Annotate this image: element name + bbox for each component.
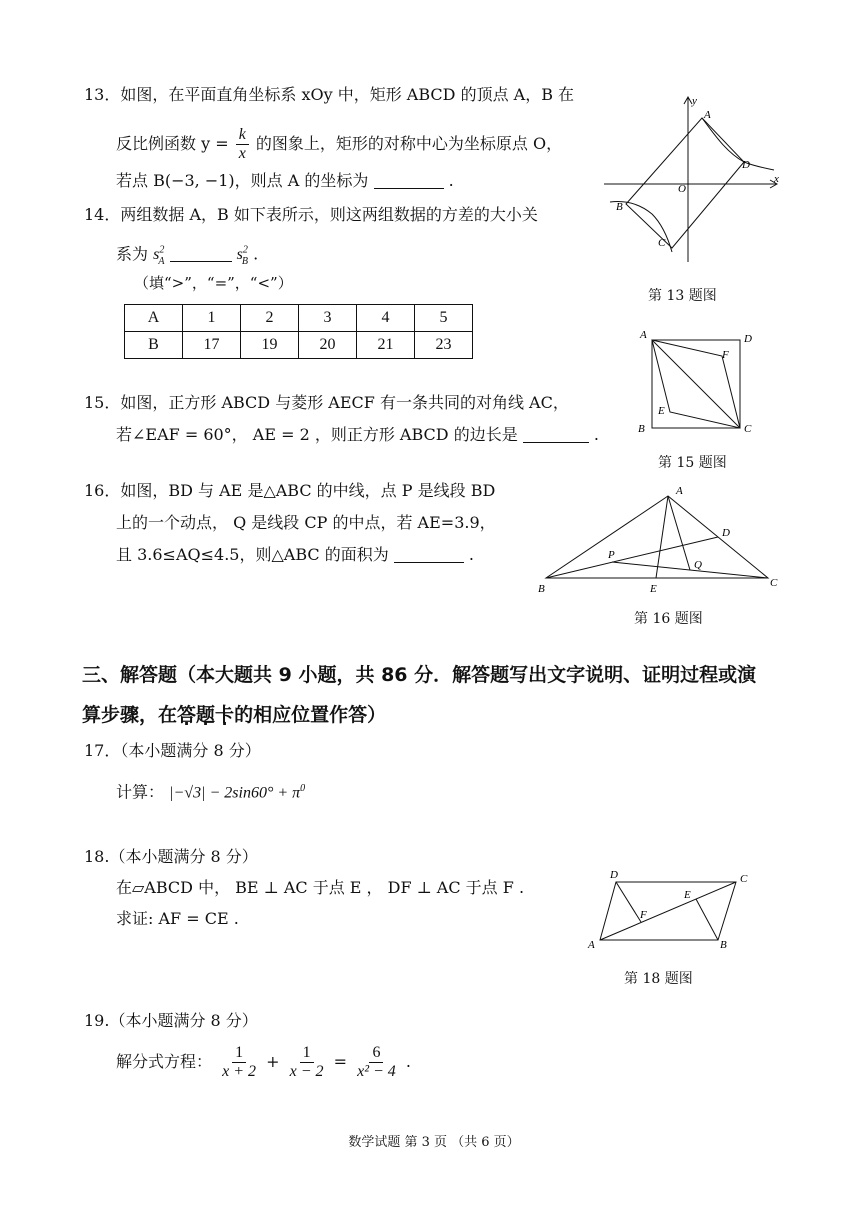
table-row	[125, 305, 473, 332]
q16-line2: 上的一个动点， Q 是线段 CP 的中点，若 AE=3.9，	[116, 513, 496, 532]
q13-line2-a: 反比例函数 y =	[116, 134, 229, 153]
hyperbola-branch-1	[702, 118, 774, 170]
label-c: C	[744, 423, 752, 435]
label-b: B	[616, 201, 623, 213]
label-b: B	[638, 423, 645, 435]
table-cell: 23	[415, 332, 473, 359]
median-ae	[656, 496, 668, 578]
label-e: E	[658, 405, 665, 417]
q14-line1: 14．两组数据 A，B 如下表所示，则这两组数据的方差的大小关	[84, 205, 538, 224]
label-b: B	[538, 583, 545, 595]
q14-sub-b: B	[241, 255, 248, 267]
fraction	[219, 1044, 259, 1081]
segment-aq	[668, 496, 690, 570]
q13-answer-blank	[374, 170, 444, 189]
q13-figure	[596, 92, 786, 264]
table-cell: 2	[241, 305, 299, 332]
section3-line2-post: 的相应位置作答）	[234, 704, 387, 726]
q14-table	[124, 304, 473, 359]
q17-exp: 0	[300, 783, 306, 794]
page-footer: 数学试题 第 3 页 （共 6 页）	[348, 1135, 520, 1150]
q16-figure	[530, 482, 790, 598]
table-cell: 17	[183, 332, 241, 359]
equals-sign: =	[333, 1052, 348, 1071]
q13-line2-b: 的图象上，矩形的对称中心为坐标原点 O，	[255, 134, 563, 153]
table-cell: 20	[299, 332, 357, 359]
q17-title: 17．（本小题满分 8 分）	[84, 741, 261, 760]
q19-period: .	[405, 1052, 411, 1071]
table-cell: 5	[415, 305, 473, 332]
q17-expression	[116, 778, 305, 804]
table-cell: 4	[357, 305, 415, 332]
label-a: A	[588, 939, 595, 951]
table-cell: B	[125, 332, 183, 359]
q16-line1: 16．如图，BD 与 AE 是△ABC 的中线，点 P 是线段 BD	[84, 481, 496, 500]
label-a: A	[640, 329, 647, 341]
denominator: x + 2	[222, 1063, 257, 1080]
label-d: D	[610, 869, 618, 881]
q18-line1: 在▱ABCD 中， BE ⊥ AC 于点 E ， DF ⊥ AC 于点 F .	[116, 878, 525, 897]
label-c: C	[770, 577, 778, 589]
q15-answer-blank	[523, 424, 589, 443]
section3-line2-pre: 算步骤，在	[82, 704, 178, 726]
dotted-char: 答	[177, 704, 197, 726]
label-a: A	[676, 485, 683, 497]
label-d: D	[722, 527, 730, 539]
q18-caption: 第 18 题图	[624, 971, 693, 987]
numerator: 1	[232, 1044, 246, 1063]
q13-line2	[116, 124, 562, 164]
q14-sa	[153, 245, 165, 267]
label-b: B	[720, 939, 727, 951]
section3-heading-line2	[82, 700, 386, 727]
label-d: D	[744, 333, 752, 345]
q16-line3	[116, 544, 474, 566]
q14-sub-a: A	[158, 255, 165, 267]
q14-sup-a: 2	[159, 245, 165, 256]
q16-line3-a: 且 3.6≤AQ≤4.5，则△ABC 的面积为	[116, 545, 389, 564]
q14-line2	[116, 240, 258, 273]
fraction	[354, 1044, 399, 1081]
triangle-abc	[546, 496, 768, 578]
q15-line2	[116, 424, 599, 446]
diagonal-ac	[600, 882, 736, 940]
fraction	[287, 1044, 327, 1081]
dotted-char: 题	[196, 704, 216, 726]
q14-line2-a: 系为	[116, 244, 149, 264]
q13-line3-a: 若点 B(−3, −1)，则点 A 的坐标为	[116, 171, 369, 190]
label-p: P	[608, 549, 615, 561]
q14-s-b: s	[236, 246, 243, 264]
q13-line3	[116, 170, 454, 192]
q13-line1: 13．如图，在平面直角坐标系 xOy 中，矩形 ABCD 的顶点 A，B 在	[84, 85, 575, 104]
q14-period: .	[253, 244, 259, 264]
label-c: C	[658, 237, 666, 249]
label-a: A	[704, 109, 711, 121]
label-d: D	[742, 159, 750, 171]
table-cell: 21	[357, 332, 415, 359]
q17-expr: |−√3| − 2sin60° + π	[169, 784, 301, 802]
q14-answer-blank	[170, 243, 232, 262]
numerator: 1	[300, 1044, 314, 1063]
q14-s-a: s	[153, 246, 160, 264]
table-cell: 19	[241, 332, 299, 359]
denominator: x − 2	[289, 1063, 324, 1080]
q14-hint: （填“>”，“=”，“<”）	[134, 274, 293, 292]
label-c: C	[740, 873, 748, 885]
label-o: O	[678, 183, 686, 195]
section3-heading-line1: 三、解答题（本大题共 9 小题，共 86 分．解答题写出文字说明、证明过程或演	[82, 664, 757, 686]
q16-answer-blank	[394, 544, 464, 563]
q13-fraction	[236, 126, 249, 163]
q13-x: x	[238, 145, 246, 162]
q15-figure	[632, 326, 762, 440]
q15-line1: 15．如图，正方形 ABCD 与菱形 AECF 有一条共同的对角线 AC，	[84, 393, 569, 412]
label-y: y	[692, 95, 697, 107]
label-x: x	[774, 173, 779, 185]
q19-title: 19.（本小题满分 8 分）	[84, 1011, 258, 1030]
plus-sign: +	[266, 1052, 280, 1071]
median-bd	[546, 537, 718, 578]
table-cell: 1	[183, 305, 241, 332]
dotted-char: 卡	[215, 704, 235, 726]
q18-line2: 求证: AF = CE .	[116, 909, 239, 928]
denominator: x² − 4	[357, 1063, 396, 1080]
q15-line2-a: 若∠EAF = 60°， AE = 2 ，则正方形 ABCD 的边长是	[116, 425, 518, 444]
label-q: Q	[694, 559, 702, 571]
table-cell: A	[125, 305, 183, 332]
label-f: F	[640, 909, 647, 921]
q16-line3-b: .	[468, 545, 474, 564]
q14-sup-b: 2	[242, 245, 248, 256]
table-cell: 3	[299, 305, 357, 332]
segment-df	[616, 882, 641, 922]
label-e: E	[650, 583, 657, 595]
q16-caption: 第 16 题图	[634, 611, 703, 627]
label-e: E	[684, 889, 691, 901]
table-row	[125, 332, 473, 359]
q14-sb	[236, 245, 248, 267]
label-f: F	[722, 349, 729, 361]
q19-equation	[116, 1040, 411, 1084]
q13-line3-b: .	[448, 171, 454, 190]
q13-caption: 第 13 题图	[648, 288, 717, 304]
q17-label: 计算：	[116, 782, 165, 802]
q15-line2-b: .	[593, 425, 599, 444]
q18-title: 18.（本小题满分 8 分）	[84, 847, 258, 866]
q13-k: k	[236, 126, 249, 145]
segment-be	[696, 899, 718, 940]
q19-label: 解分式方程：	[116, 1052, 213, 1071]
numerator: 6	[369, 1044, 383, 1063]
q18-figure	[584, 866, 754, 954]
q15-caption: 第 15 题图	[658, 455, 727, 471]
